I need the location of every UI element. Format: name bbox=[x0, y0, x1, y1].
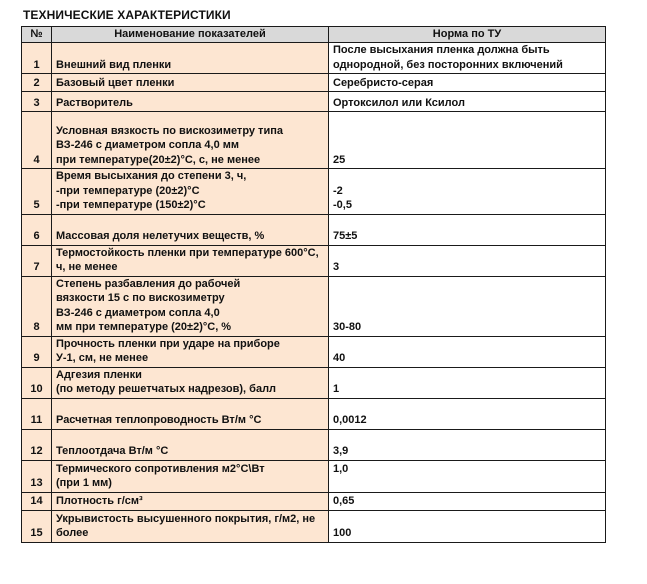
cell-value bbox=[329, 43, 606, 74]
cell-line: мм при температуре (20±2)°С, % bbox=[56, 321, 232, 333]
cell-line: ВЗ-246 с диаметром сопла 4,0 мм bbox=[56, 139, 240, 151]
cell-line: 3,9 bbox=[333, 445, 349, 457]
cell-num: 6 bbox=[22, 214, 52, 245]
cell-name bbox=[52, 276, 329, 336]
cell-line: Степень разбавления до рабочей bbox=[56, 277, 241, 290]
cell-line: Ортоксилол или Ксилол bbox=[333, 96, 465, 109]
table-row bbox=[22, 245, 606, 276]
cell-value bbox=[329, 336, 606, 367]
cell-num: 10 bbox=[22, 367, 52, 398]
table-row bbox=[22, 398, 606, 429]
cell-value bbox=[329, 492, 606, 510]
table-row bbox=[22, 214, 606, 245]
cell-line: Массовая доля нелетучих веществ, % bbox=[56, 230, 265, 242]
page-title: ТЕХНИЧЕСКИЕ ХАРАКТЕРИСТИКИ bbox=[23, 8, 231, 22]
cell-name bbox=[52, 74, 329, 92]
cell-name bbox=[52, 429, 329, 460]
table-row bbox=[22, 336, 606, 367]
cell-line: Термостойкость пленки при температуре 600°С, bbox=[56, 246, 319, 259]
table-header-row bbox=[22, 27, 606, 43]
cell-name bbox=[52, 245, 329, 276]
cell-value bbox=[329, 92, 606, 112]
header-value: Норма по ТУ bbox=[329, 27, 606, 43]
cell-line: Время высыхания до степени 3, ч, bbox=[56, 170, 247, 182]
cell-line: 100 bbox=[333, 527, 352, 539]
cell-num: 8 bbox=[22, 276, 52, 336]
cell-name bbox=[52, 92, 329, 112]
cell-line: -2 bbox=[333, 184, 343, 197]
cell-line: более bbox=[56, 527, 89, 539]
cell-line: ч, не менее bbox=[56, 261, 118, 273]
cell-line: -0,5 bbox=[333, 199, 352, 211]
cell-value bbox=[329, 214, 606, 245]
cell-num: 1 bbox=[22, 43, 52, 74]
table-row bbox=[22, 43, 606, 74]
cell-value bbox=[329, 169, 606, 215]
cell-line: 0,0012 bbox=[333, 414, 367, 426]
cell-line: 40 bbox=[333, 352, 346, 364]
cell-value bbox=[329, 429, 606, 460]
cell-line: -при температуре (20±2)°С bbox=[56, 184, 200, 197]
cell-line: 0,65 bbox=[333, 495, 355, 507]
cell-name bbox=[52, 492, 329, 510]
cell-name bbox=[52, 112, 329, 169]
cell-name bbox=[52, 169, 329, 215]
cell-value bbox=[329, 398, 606, 429]
cell-line: Теплоотдача Вт/м °С bbox=[56, 445, 169, 457]
table-row bbox=[22, 429, 606, 460]
cell-line: Расчетная теплопроводность Вт/м °С bbox=[56, 414, 262, 426]
cell-line: Базовый цвет пленки bbox=[56, 76, 175, 89]
cell-line: при температуре(20±2)°С, с, не менее bbox=[56, 153, 261, 166]
cell-line: Адгезия пленки bbox=[56, 368, 142, 381]
cell-value bbox=[329, 245, 606, 276]
cell-line: Прочность пленки при ударе на приборе bbox=[56, 337, 280, 350]
cell-line: (по методу решетчатых надрезов), балл bbox=[56, 383, 277, 395]
cell-line: 1 bbox=[333, 383, 340, 395]
cell-name bbox=[52, 510, 329, 542]
cell-line: Укрывистость высушенного покрытия, г/м2, не bbox=[56, 512, 316, 525]
cell-value bbox=[329, 112, 606, 169]
cell-name bbox=[52, 43, 329, 74]
cell-line: ВЗ-246 с диаметром сопла 4,0 bbox=[56, 306, 220, 319]
cell-value bbox=[329, 367, 606, 398]
cell-num: 14 bbox=[22, 492, 52, 510]
cell-value bbox=[329, 276, 606, 336]
cell-line: Плотность г/см³ bbox=[56, 495, 143, 507]
cell-value bbox=[329, 510, 606, 542]
cell-num: 2 bbox=[22, 74, 52, 92]
cell-line: Термического сопротивления м2°С\Вт bbox=[56, 462, 265, 475]
cell-line: Внешний вид пленки bbox=[56, 58, 172, 71]
table-row bbox=[22, 92, 606, 112]
cell-line: -при температуре (150±2)°С bbox=[56, 199, 206, 211]
table-row bbox=[22, 74, 606, 92]
table-row bbox=[22, 492, 606, 510]
cell-line: (при 1 мм) bbox=[56, 477, 112, 489]
cell-line: 30-80 bbox=[333, 321, 362, 333]
table-row bbox=[22, 169, 606, 215]
specs-table bbox=[21, 26, 606, 543]
cell-num: 5 bbox=[22, 169, 52, 215]
header-name: Наименование показателей bbox=[52, 27, 329, 43]
cell-name bbox=[52, 367, 329, 398]
cell-num: 13 bbox=[22, 460, 52, 492]
cell-line: Растворитель bbox=[56, 96, 133, 109]
cell-line: У-1, см, не менее bbox=[56, 352, 149, 364]
cell-line: однородной, без посторонних включений bbox=[333, 58, 563, 71]
cell-line: 75±5 bbox=[333, 230, 358, 242]
cell-line: 3 bbox=[333, 261, 340, 273]
cell-value bbox=[329, 74, 606, 92]
table-row bbox=[22, 510, 606, 542]
cell-num: 4 bbox=[22, 112, 52, 169]
table-row bbox=[22, 460, 606, 492]
cell-line: Серебристо-серая bbox=[333, 76, 434, 89]
cell-num: 12 bbox=[22, 429, 52, 460]
cell-name bbox=[52, 214, 329, 245]
cell-value bbox=[329, 460, 606, 492]
cell-num: 15 bbox=[22, 510, 52, 542]
cell-num: 11 bbox=[22, 398, 52, 429]
table-row bbox=[22, 112, 606, 169]
header-num: № bbox=[22, 27, 52, 43]
cell-num: 3 bbox=[22, 92, 52, 112]
cell-num: 9 bbox=[22, 336, 52, 367]
cell-name bbox=[52, 336, 329, 367]
cell-name bbox=[52, 460, 329, 492]
cell-line: 25 bbox=[333, 153, 346, 166]
cell-line: После высыхания пленка должна быть bbox=[333, 44, 550, 56]
cell-line: Условная вязкость по вискозиметру типа bbox=[56, 124, 283, 137]
cell-line: вязкости 15 с по вискозиметру bbox=[56, 292, 225, 304]
table-row bbox=[22, 276, 606, 336]
cell-num: 7 bbox=[22, 245, 52, 276]
cell-name bbox=[52, 398, 329, 429]
cell-line: 1,0 bbox=[333, 462, 349, 475]
table-row bbox=[22, 367, 606, 398]
